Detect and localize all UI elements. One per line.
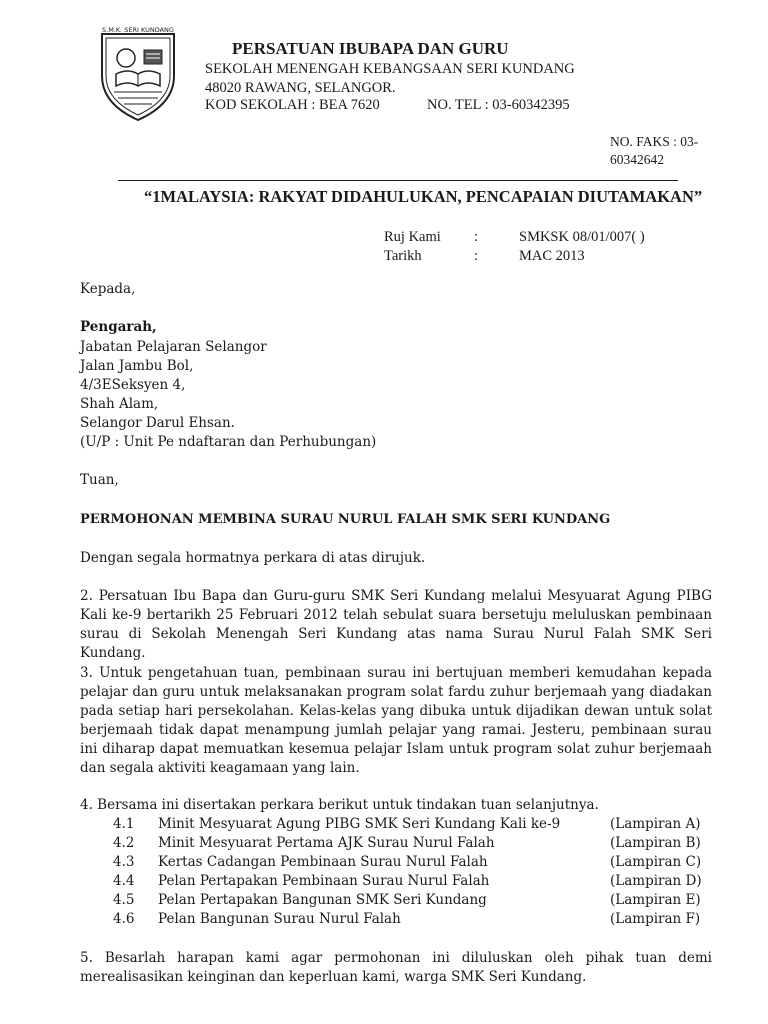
attachment-number: 4.4 <box>113 873 135 889</box>
recipient-line: Shah Alam, <box>80 396 159 412</box>
attachment-number: 4.5 <box>113 892 135 908</box>
attachment-text: Kertas Cadangan Pembinaan Surau Nurul Falah <box>158 854 488 870</box>
paragraph-3: 3. Untuk pengetahuan tuan, pembinaan surau ini bertujuan memberi kemudahan kepada pelajar dan guru untuk melaksanakan program solat fardu zuhur berjemaah yang diadakan pada setiap hari persekolahan. Kelas-kelas yang dibuka untuk dijadikan dewan untuk solat berjemaah tidak dapat menampung jumlah pelajar yang ramai. Jesteru, pembinaan surau ini diharap dapat memuatkan kesemua pelajar Islam untuk program solat zuhur berjemaah dan segala aktiviti keagamaan yang lain. <box>80 665 712 776</box>
attachment-ref: (Lampiran C) <box>610 854 702 870</box>
school-name: SEKOLAH MENENGAH KEBANGSAAN SERI KUNDANG <box>205 61 575 77</box>
attachment-ref: (Lampiran F) <box>610 911 701 927</box>
attachment-ref: (Lampiran D) <box>610 873 702 889</box>
recipient-line: Selangor Darul Ehsan. <box>80 415 235 431</box>
motto: “1MALAYSIA: RAKYAT DIDAHULUKAN, PENCAPAIAN DIUTAMAKAN” <box>144 187 703 206</box>
organization-name: PERSATUAN IBUBAPA DAN GURU <box>232 39 509 58</box>
recipient-line: 4/3ESeksyen 4, <box>80 377 186 393</box>
attachment-text: Pelan Pertapakan Pembinaan Surau Nurul Falah <box>158 873 490 889</box>
kepada-label: Kepada, <box>80 281 136 297</box>
tarikh-colon: : <box>474 248 479 264</box>
recipient-line: (U/P : Unit Pe ndaftaran dan Perhubungan) <box>80 434 377 450</box>
attachment-number: 4.2 <box>113 835 135 851</box>
tarikh-label: Tarikh <box>384 248 422 264</box>
attachment-ref: (Lampiran B) <box>610 835 701 851</box>
recipient-title: Pengarah, <box>80 319 157 335</box>
school-address: 48020 RAWANG, SELANGOR. <box>205 80 396 96</box>
paragraph-4-intro: 4. Bersama ini disertakan perkara berikut untuk tindakan tuan selanjutnya. <box>80 797 599 813</box>
school-crest-logo <box>96 16 180 124</box>
paragraph-2: 2. Persatuan Ibu Bapa dan Guru-guru SMK Seri Kundang melalui Mesyuarat Agung PIBG Kali ke-9 bertarikh 25 Februari 2012 telah sebulat suara bersetuju meluluskan pembinaan surau di Sekolah Menengah Seri Kundang atas nama Surau Nurul Falah SMK Seri Kundang. <box>80 588 712 661</box>
fax-number: NO. FAKS : 03-60342642 <box>610 134 699 167</box>
telephone-number: NO. TEL : 03-60342395 <box>427 97 570 113</box>
attachment-text: Minit Mesyuarat Agung PIBG SMK Seri Kundang Kali ke-9 <box>158 816 561 832</box>
attachment-text: Pelan Bangunan Surau Nurul Falah <box>158 911 401 927</box>
tarikh-value: MAC 2013 <box>519 248 585 264</box>
ruj-value: SMKSK 08/01/007( ) <box>519 229 645 245</box>
attachment-ref: (Lampiran E) <box>610 892 701 908</box>
recipient-line: Jalan Jambu Bol, <box>80 358 194 374</box>
attachment-number: 4.3 <box>113 854 135 870</box>
crest-text: S.M.K. SERI KUNDANG <box>102 26 174 34</box>
salutation: Tuan, <box>80 472 119 488</box>
opening-line: Dengan segala hormatnya perkara di atas dirujuk. <box>80 550 426 566</box>
ruj-label: Ruj Kami <box>384 229 441 245</box>
attachment-text: Pelan Pertapakan Bangunan SMK Seri Kundang <box>158 892 487 908</box>
letter-subject: PERMOHONAN MEMBINA SURAU NURUL FALAH SMK SERI KUNDANG <box>80 512 611 527</box>
school-code: KOD SEKOLAH : BEA 7620 <box>205 97 380 113</box>
header-divider <box>118 180 678 181</box>
attachment-number: 4.6 <box>113 911 135 927</box>
attachment-number: 4.1 <box>113 816 135 832</box>
recipient-line: Jabatan Pelajaran Selangor <box>80 339 267 355</box>
attachment-ref: (Lampiran A) <box>610 816 701 832</box>
paragraph-5: 5. Besarlah harapan kami agar permohonan ini diluluskan oleh pihak tuan demi merealisasikan keinginan dan keperluan kami, warga SMK Seri Kundang. <box>80 950 712 985</box>
attachment-text: Minit Mesyuarat Pertama AJK Surau Nurul Falah <box>158 835 495 851</box>
ruj-colon: : <box>474 229 479 245</box>
